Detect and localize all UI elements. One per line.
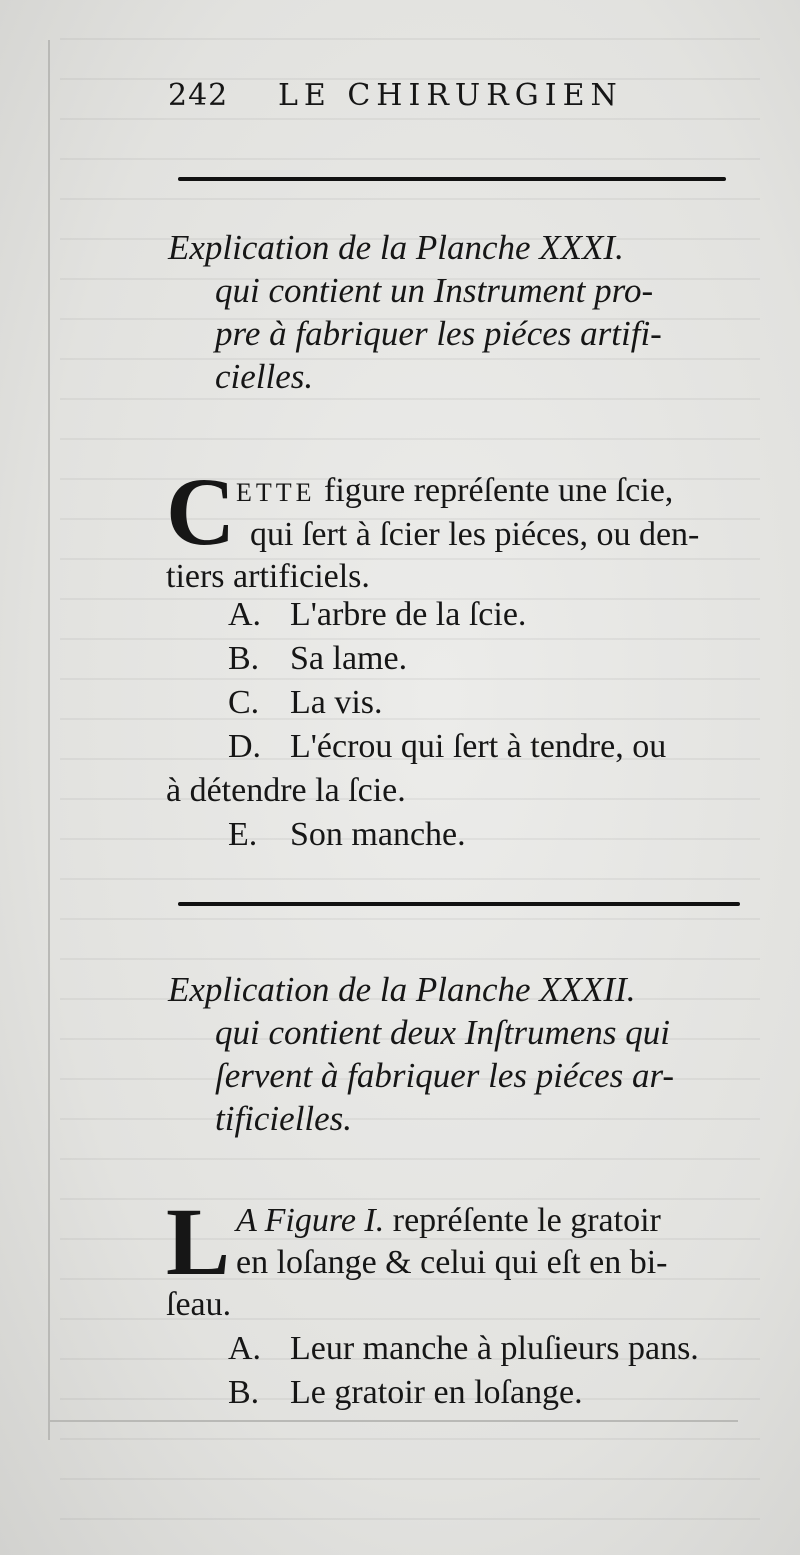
section-rule (178, 902, 740, 906)
heading-line: Explication de la Planche XXXII. (168, 970, 636, 1009)
page-edge-left (48, 40, 50, 1440)
drop-cap: C (166, 458, 236, 565)
running-title: LE CHIRURGIEN (278, 78, 623, 113)
list-item (228, 594, 758, 636)
list-text: L'écrou qui ſert à tendre, ou (290, 728, 667, 765)
list-letter: A. (228, 1330, 262, 1367)
plate-31-intro (166, 458, 756, 598)
plate-32-heading (168, 968, 758, 1140)
list-item (228, 682, 758, 724)
intro-line: tiers artificiels. (166, 558, 370, 595)
list-item (228, 726, 758, 768)
page-number: 242 (168, 78, 229, 113)
running-header (168, 78, 728, 122)
list-item (228, 638, 758, 680)
list-letter: B. (228, 640, 260, 677)
list-item (228, 1372, 758, 1414)
list-text: Le gratoir en loſange. (290, 1374, 583, 1411)
list-text: Sa lame. (290, 640, 408, 677)
intro-text: figure repréſente une ſcie, (315, 472, 674, 509)
list-text: Leur manche à pluſieurs pans. (290, 1330, 699, 1367)
list-letter: A. (228, 596, 262, 633)
heading-line: tificielles. (215, 1099, 353, 1138)
list-item (228, 1328, 758, 1370)
intro-line: en loſange & celui qui eſt en bi- (236, 1244, 668, 1281)
list-text: L'arbre de la ſcie. (290, 596, 527, 633)
list-item (228, 814, 758, 856)
list-letter: B. (228, 1374, 260, 1411)
intro-text: repréſente le gratoir (384, 1202, 661, 1239)
intro-line: qui ſert à ſcier les piéces, ou den- (250, 516, 700, 553)
list-text: Son manche. (290, 816, 466, 853)
heading-line: pre à fabriquer les piéces artifi- (215, 314, 662, 353)
heading-line: ſervent à fabriquer les piéces ar- (215, 1056, 675, 1095)
list-letter: D. (228, 728, 262, 765)
intro-line (166, 470, 756, 514)
heading-line: qui contient deux Inſtrumens qui (215, 1013, 670, 1052)
list-item-continuation: à détendre la ſcie. (166, 772, 406, 809)
header-rule (178, 177, 726, 181)
figure-reference: A Figure I. (236, 1202, 385, 1239)
drop-cap-tail: ETTE (236, 478, 316, 507)
heading-line: Explication de la Planche XXXI. (168, 228, 624, 267)
heading-line: qui contient un Instrument pro- (215, 271, 654, 310)
heading-line: cielles. (215, 357, 314, 396)
list-letter: C. (228, 684, 260, 721)
list-letter: E. (228, 816, 258, 853)
plate-32-intro (166, 1188, 756, 1326)
drop-cap: L (166, 1188, 231, 1295)
list-text: La vis. (290, 684, 383, 721)
intro-line (166, 1200, 756, 1242)
intro-line: ſeau. (166, 1286, 232, 1323)
page-edge-bottom (48, 1420, 738, 1422)
plate-31-heading (168, 226, 758, 398)
